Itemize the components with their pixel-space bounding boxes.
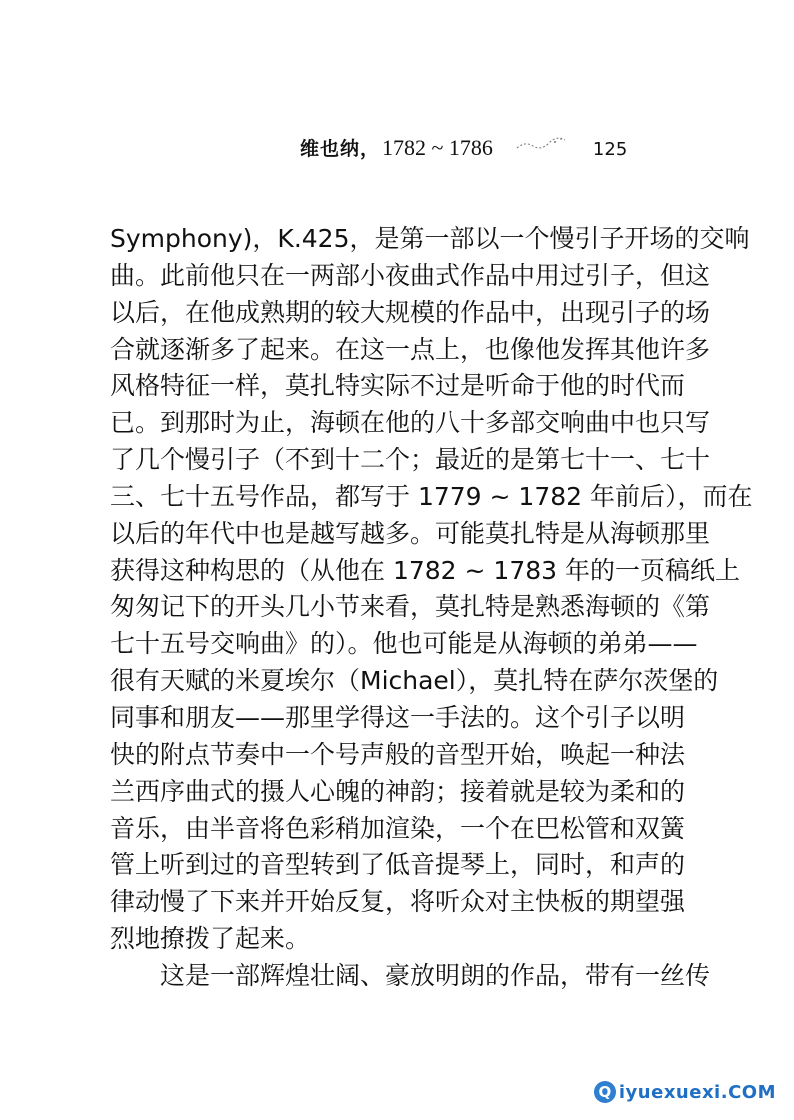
text-line: 很有天赋的米夏埃尔（Michael），莫扎特在萨尔茨堡的: [110, 666, 719, 696]
running-head-title: 维也纳，: [300, 138, 381, 160]
running-head-years: 1782 ~ 1786: [382, 135, 493, 160]
text-line: 了几个慢引子（不到十二个；最近的是第七十一、七十: [110, 445, 711, 475]
running-head: [300, 134, 640, 168]
site-watermark: [594, 1078, 776, 1106]
text-line: 获得这种构思的（从他在 1782 ~ 1783 年的一页稿纸上: [110, 555, 740, 585]
text-line: 同事和朋友——那里学得这一手法的。这个引子以明: [110, 702, 686, 732]
text-line: 三、七十五号作品，都写于 1779 ~ 1782 年前后），而在: [110, 481, 753, 511]
text-line: 风格特征一样，莫扎特实际不过是听命于他的时代而: [110, 371, 686, 401]
text-line: 曲。此前他只在一两部小夜曲式作品中用过引子，但这: [110, 260, 711, 290]
text-line: 管上听到过的音型转到了低音提琴上，同时，和声的: [110, 850, 686, 880]
text-line: 以后的年代中也是越写越多。可能莫扎特是从海顿那里: [110, 518, 711, 548]
text-line: 律动慢了下来并开始反复，将听众对主快板的期望强: [110, 887, 686, 917]
text-line: 快的附点节奏中一个号声般的音型开始，唤起一种法: [110, 739, 686, 769]
text-line: 七十五号交响曲》的）。他也可能是从海顿的弟弟——: [110, 629, 698, 659]
text-line: 以后，在他成熟期的较大规模的作品中，出现引子的场: [110, 297, 711, 327]
text-line: Symphony)，K.425，是第一部以一个慢引子开场的交响: [110, 224, 750, 253]
text-line: 合就逐渐多了起来。在这一点上，也像他发挥其他许多: [110, 334, 711, 364]
watermark-logo-icon: Q: [594, 1081, 616, 1103]
decorative-flourish-icon: [515, 136, 567, 150]
text-line: 匆匆记下的开头几小节来看，莫扎特是熟悉海顿的《第: [110, 592, 711, 622]
body-text: [110, 221, 753, 995]
text-line: 已。到那时为止，海顿在他的八十多部交响曲中也只写: [110, 408, 711, 438]
text-line: 兰西序曲式的摄人心魄的神韵；接着就是较为柔和的: [110, 776, 686, 806]
page-number: 125: [592, 139, 628, 160]
text-line: 音乐，由半音将色彩稍加渲染，一个在巴松管和双簧: [110, 813, 686, 843]
text-line: 烈地撩拨了起来。: [110, 924, 311, 954]
watermark-text: iyuexuexi.COM: [618, 1081, 776, 1103]
text-line-paragraph-start: 这是一部辉煌壮阔、豪放明朗的作品，带有一丝传: [160, 960, 711, 990]
